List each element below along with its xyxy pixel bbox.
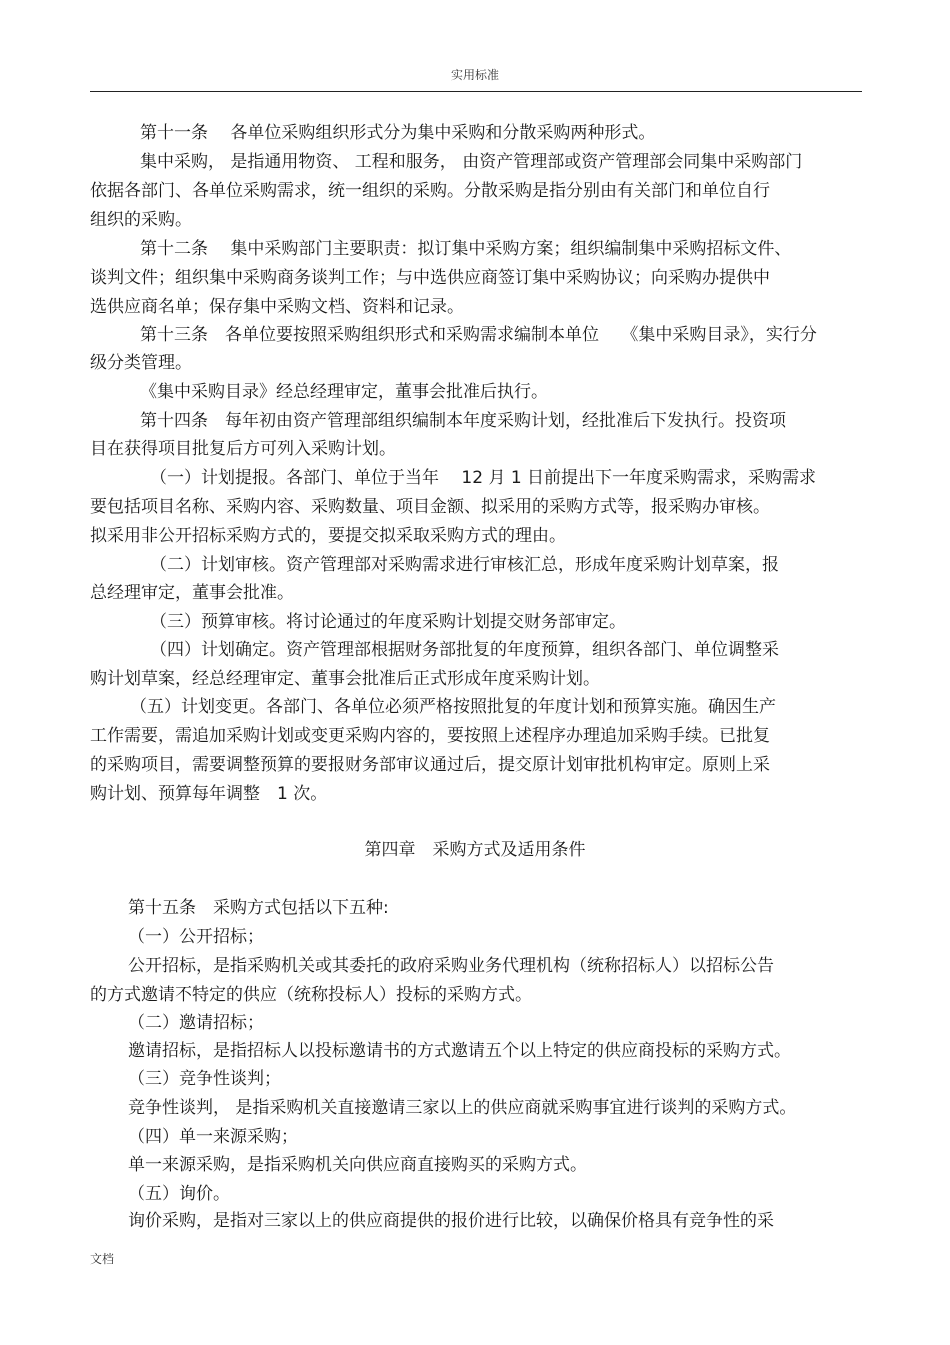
text-line: 邀请招标，是指招标人以投标邀请书的方式邀请五个以上特定的供应商投标的采购方式。 [128,1041,791,1061]
text-line: 拟采用非公开招标采购方式的，要提交拟采取采购方式的理由。 [90,526,566,546]
text-line: 公开招标，是指采购机关或其委托的政府采购业务代理机构（统称招标人）以招标公告 [128,956,774,976]
page-header: 实用标准 [450,68,499,82]
text-line: 询价采购，是指对三家以上的供应商提供的报价进行比较，以确保价格具有竞争性的采 [128,1211,774,1231]
header-divider [90,91,862,92]
text-line: 《集中采购目录》经总经理审定，董事会批准后执行。 [140,382,548,402]
text-line: 的采购项目，需要调整预算的要报财务部审议通过后，提交原计划审批机构审定。原则上采 [90,755,770,775]
text-line: 选供应商名单；保存集中采购文档、资料和记录。 [90,297,464,317]
text-line: （一）计划提报。各部门、单位于当年 12 月 1 日前提出下一年度采购需求，采购需求 [150,468,817,488]
text-line: 谈判文件；组织集中采购商务谈判工作；与中选供应商签订集中采购协议；向采购办提供中 [90,268,770,288]
text-line: （四）计划确定。资产管理部根据财务部批复的年度预算，组织各部门、单位调整采 [150,640,779,660]
text-line: 第十五条 采购方式包括以下五种: [128,898,389,918]
text-line: 级分类管理。 [90,353,192,373]
text-line: （五）询价。 [128,1184,230,1204]
text-line: 总经理审定，董事会批准。 [90,583,294,603]
text-line: 的方式邀请不特定的供应（统称投标人）投标的采购方式。 [90,985,532,1005]
text-line: （二）计划审核。资产管理部对采购需求进行审核汇总，形成年度采购计划草案，报 [150,555,779,575]
text-line: 竞争性谈判， 是指采购机关直接邀请三家以上的供应商就采购事宜进行谈判的采购方式。 [128,1098,797,1118]
text-line: （三）竞争性谈判； [128,1069,281,1089]
text-line: 第十一条 各单位采购组织形式分为集中采购和分散采购两种形式。 [140,123,656,143]
text-line: 依据各部门、各单位采购需求，统一组织的采购。分散采购是指分别由有关部门和单位自行 [90,181,770,201]
text-line: 第十三条 各单位要按照采购组织形式和采购需求编制本单位 《集中采购目录》，实行分 [140,325,817,345]
text-line: （四）单一来源采购； [128,1127,298,1147]
text-line: （一）公开招标； [128,927,264,947]
text-line: 购计划草案，经总经理审定、董事会批准后正式形成年度采购计划。 [90,669,600,689]
text-line: 购计划、预算每年调整 1 次。 [90,784,328,804]
chapter-heading: 第四章 采购方式及适用条件 [364,840,586,860]
text-line: （二）邀请招标； [128,1013,264,1033]
text-line: 第十四条 每年初由资产管理部组织编制本年度采购计划，经批准后下发执行。投资项 [140,411,786,431]
text-line: 工作需要，需追加采购计划或变更采购内容的，要按照上述程序办理追加采购手续。已批复 [90,726,770,746]
text-line: （五）计划变更。各部门、各单位必须严格按照批复的年度计划和预算实施。确因生产 [130,697,776,717]
text-line: 第十二条 集中采购部门主要职责：拟订集中采购方案；组织编制集中采购招标文件、 [140,239,792,259]
page-footer: 文档 [90,1252,115,1266]
text-line: 集中采购， 是指通用物资、 工程和服务， 由资产管理部或资产管理部会同集中采购部门 [140,152,803,172]
text-line: 目在获得项目批复后方可列入采购计划。 [90,439,396,459]
text-line: 组织的采购。 [90,210,192,230]
text-line: 单一来源采购，是指采购机关向供应商直接购买的采购方式。 [128,1155,587,1175]
text-line: 要包括项目名称、采购内容、采购数量、项目金额、拟采用的采购方式等，报采购办审核。 [90,497,770,517]
text-line: （三）预算审核。将讨论通过的年度采购计划提交财务部审定。 [150,612,626,632]
